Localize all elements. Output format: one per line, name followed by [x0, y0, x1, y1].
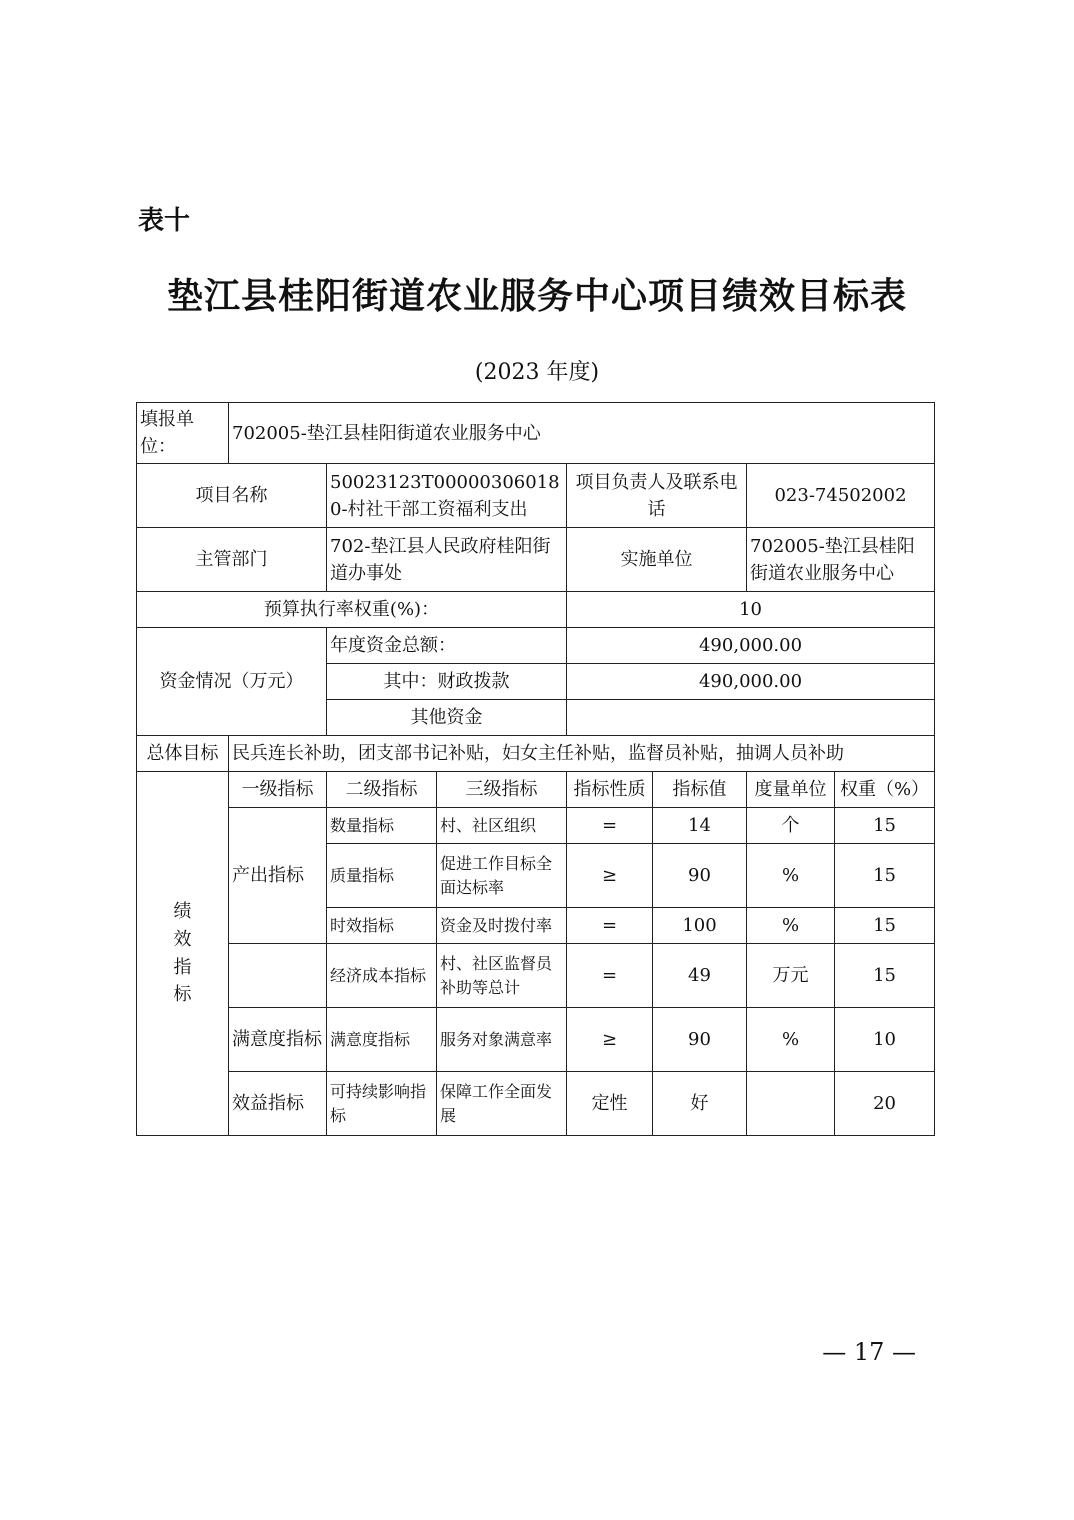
- funds-fiscal-value: 490,000.00: [567, 664, 935, 700]
- table-row-l3: 资金及时拨付率: [437, 908, 567, 944]
- header-level2: 二级指标: [327, 772, 437, 808]
- header-nature: 指标性质: [567, 772, 653, 808]
- header-value: 指标值: [653, 772, 747, 808]
- table-row-weight: 15: [835, 844, 935, 908]
- table-row-unit: 个: [747, 808, 835, 844]
- table-row-nature: =: [567, 908, 653, 944]
- funds-total-label: 年度资金总额：: [327, 628, 567, 664]
- table-row-unit: 万元: [747, 944, 835, 1008]
- performance-target-table: [136, 402, 935, 1136]
- table-row-l2: 数量指标: [327, 808, 437, 844]
- contact-value: 023-74502002: [747, 464, 935, 528]
- funds-fiscal-label: 其中：财政拨款: [327, 664, 567, 700]
- table-row-l3: 促进工作目标全面达标率: [437, 844, 567, 908]
- table-row-l2: 时效指标: [327, 908, 437, 944]
- table-row-l2: 可持续影响指标: [327, 1072, 437, 1136]
- project-name-value: 50023123T000003060180-村社干部工资福利支出: [327, 464, 567, 528]
- header-weight: 权重（%）: [835, 772, 935, 808]
- table-row-value: 100: [653, 908, 747, 944]
- document-year: (2023 年度): [474, 360, 600, 385]
- document-title: 垫江县桂阳街道农业服务中心项目绩效目标表: [166, 275, 907, 317]
- table-row-l1: 效益指标: [229, 1072, 327, 1136]
- impl-unit-value: 702005-垫江县桂阳街道农业服务中心: [747, 528, 935, 592]
- table-row-l2: 经济成本指标: [327, 944, 437, 1008]
- table-row-value: 90: [653, 844, 747, 908]
- table-row-unit: %: [747, 908, 835, 944]
- table-row-weight: 15: [835, 908, 935, 944]
- table-row-l1: [229, 944, 327, 1008]
- department-label: 主管部门: [137, 528, 327, 592]
- table-row-l3: 服务对象满意率: [437, 1008, 567, 1072]
- project-name-label: 项目名称: [137, 464, 327, 528]
- overall-goal-value: 民兵连长补助，团支部书记补贴，妇女主任补贴，监督员补贴，抽调人员补助: [229, 736, 935, 772]
- funds-label: 资金情况（万元）: [137, 628, 327, 736]
- reporting-unit-label: 填报单位：: [137, 403, 229, 464]
- table-row-l1: 满意度指标: [229, 1008, 327, 1072]
- header-level1: 一级指标: [229, 772, 327, 808]
- table-row-l2: 满意度指标: [327, 1008, 437, 1072]
- table-row-value: 14: [653, 808, 747, 844]
- indicators-section-label: [137, 772, 229, 1136]
- table-row-unit: [747, 1072, 835, 1136]
- budget-weight-value: 10: [567, 592, 935, 628]
- header-unit: 度量单位: [747, 772, 835, 808]
- table-row-l2: 质量指标: [327, 844, 437, 908]
- table-row-nature: 定性: [567, 1072, 653, 1136]
- funds-total-value: 490,000.00: [567, 628, 935, 664]
- funds-other-label: 其他资金: [327, 700, 567, 736]
- funds-other-value: [567, 700, 935, 736]
- table-row-value: 49: [653, 944, 747, 1008]
- table-row-nature: ≥: [567, 1008, 653, 1072]
- table-row-l3: 保障工作全面发展: [437, 1072, 567, 1136]
- table-row-unit: %: [747, 844, 835, 908]
- table-row-weight: 15: [835, 808, 935, 844]
- table-label: 表十: [138, 206, 191, 236]
- table-row-unit: %: [747, 1008, 835, 1072]
- impl-unit-label: 实施单位: [567, 528, 747, 592]
- table-row-value: 好: [653, 1072, 747, 1136]
- table-row-l1: 产出指标: [229, 808, 327, 944]
- overall-goal-label: 总体目标: [137, 736, 229, 772]
- table-row-nature: ≥: [567, 844, 653, 908]
- contact-label: 项目负责人及联系电话: [567, 464, 747, 528]
- table-row-weight: 20: [835, 1072, 935, 1136]
- indicators-section-text: 绩效指标: [173, 900, 192, 1006]
- table-row-l3: 村、社区监督员补助等总计: [437, 944, 567, 1008]
- budget-weight-label: 预算执行率权重(%)：: [137, 592, 567, 628]
- department-value: 702-垫江县人民政府桂阳街道办事处: [327, 528, 567, 592]
- table-row-l3: 村、社区组织: [437, 808, 567, 844]
- table-row-weight: 10: [835, 1008, 935, 1072]
- table-row-nature: =: [567, 944, 653, 1008]
- table-row-weight: 15: [835, 944, 935, 1008]
- table-row-nature: =: [567, 808, 653, 844]
- reporting-unit-value: 702005-垫江县桂阳街道农业服务中心: [229, 403, 935, 464]
- page-number: — 17 —: [822, 1338, 916, 1366]
- table-row-value: 90: [653, 1008, 747, 1072]
- header-level3: 三级指标: [437, 772, 567, 808]
